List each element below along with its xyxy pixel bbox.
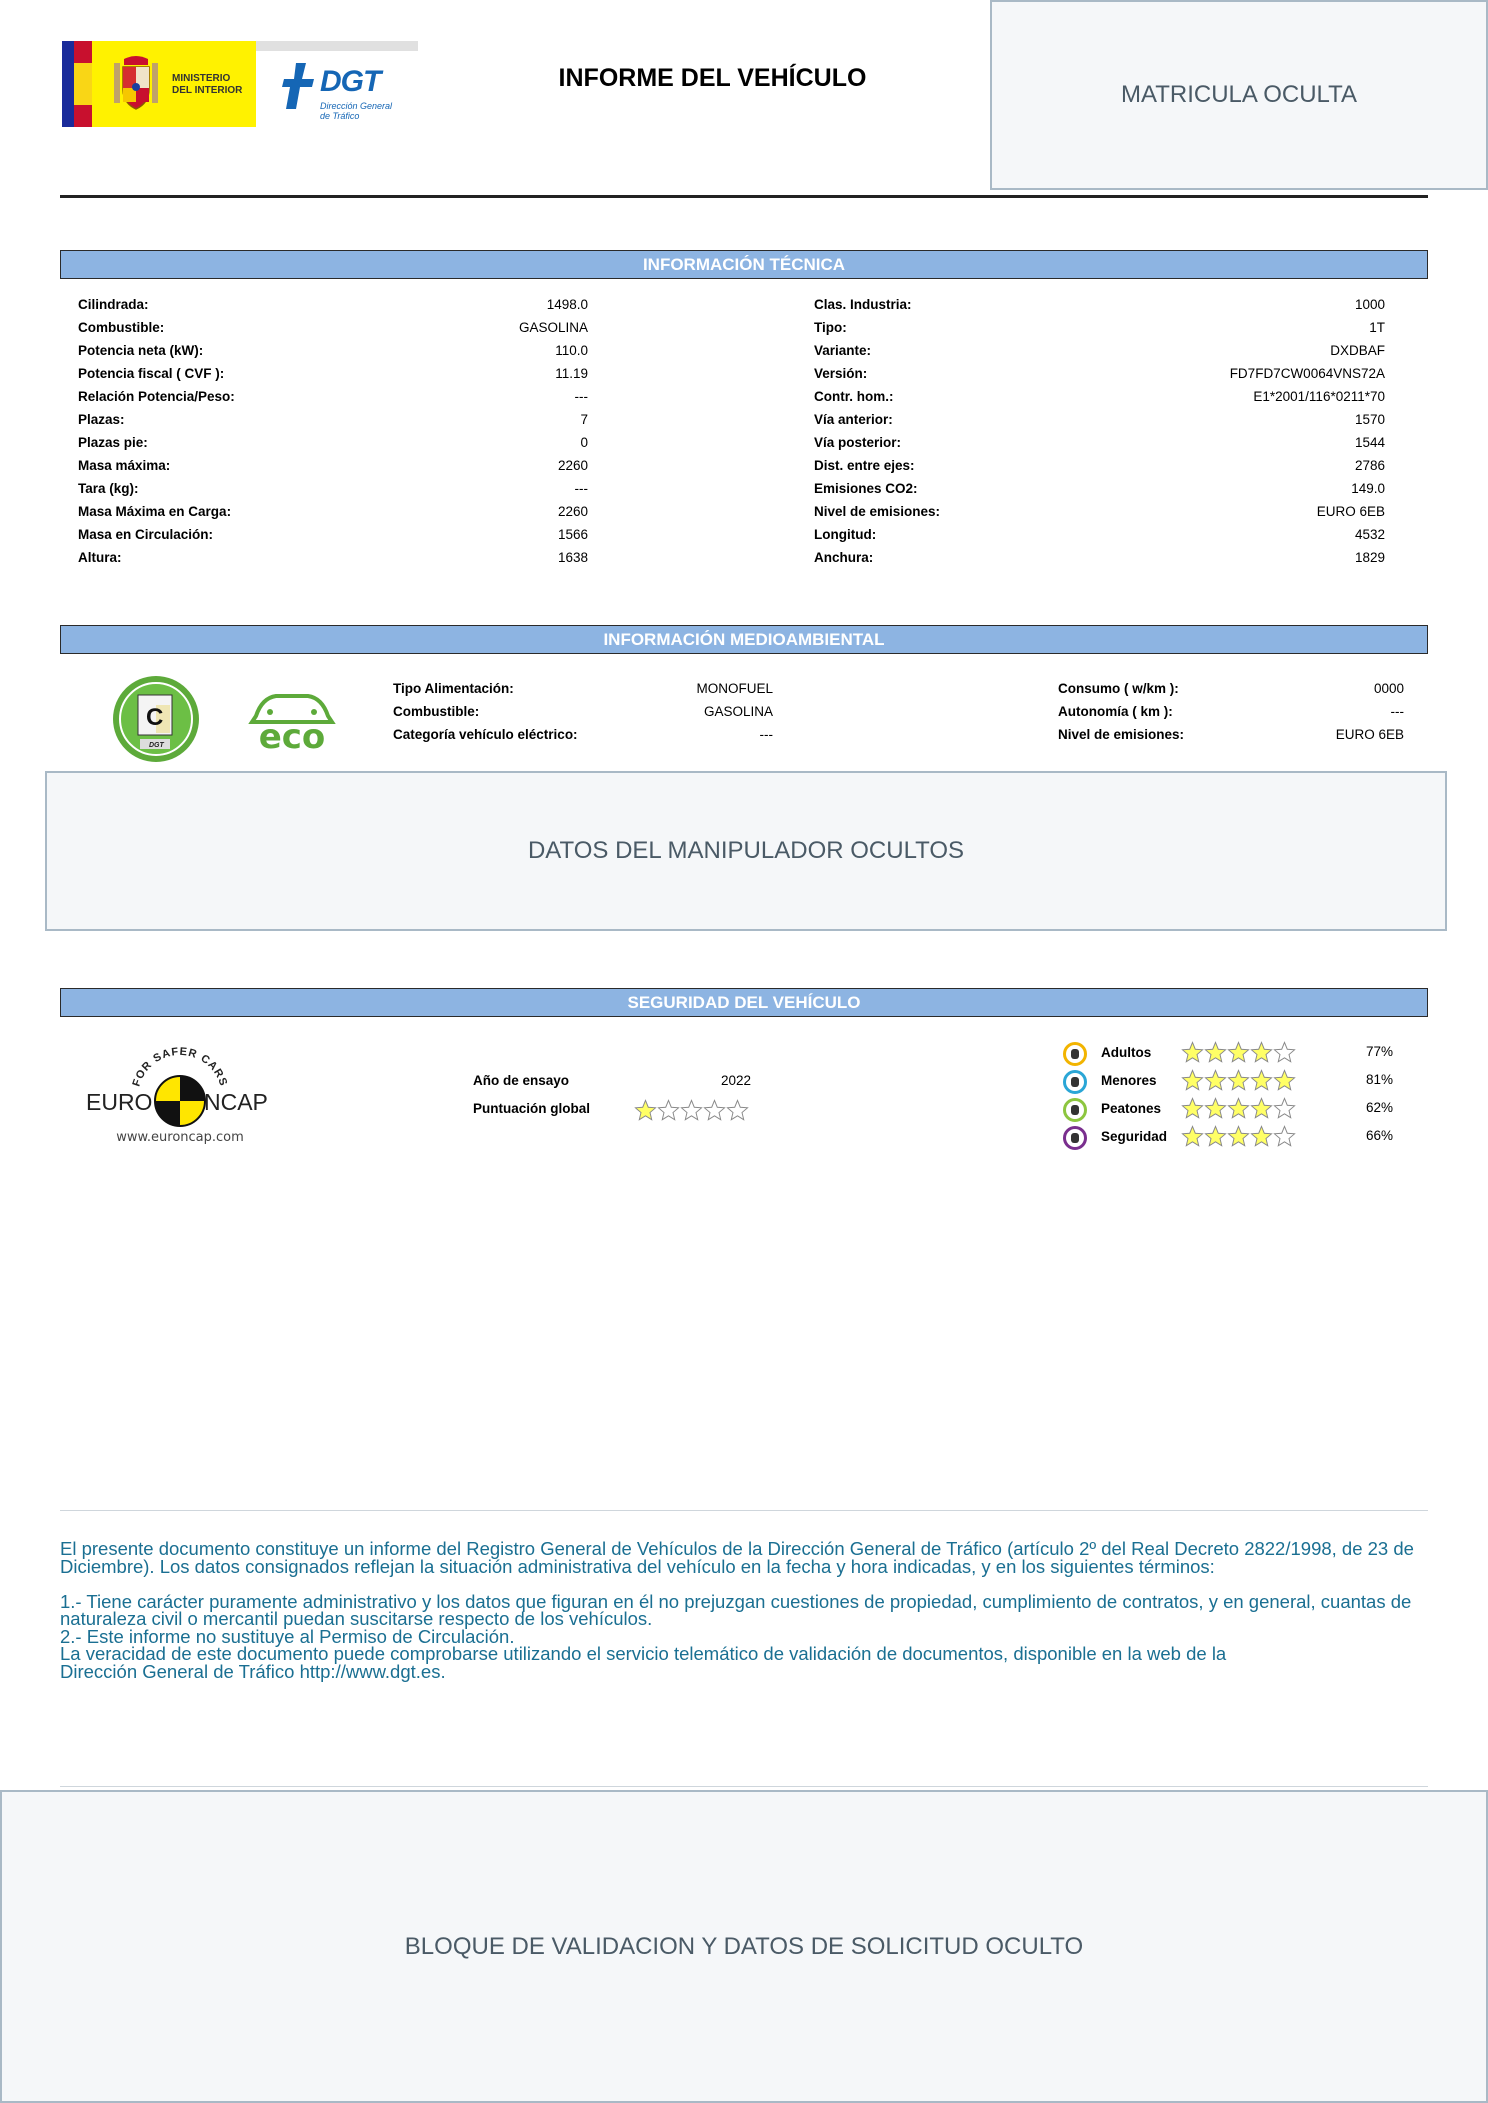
plate-hidden-box: MATRICULA OCULTA <box>990 0 1488 190</box>
star-filled-icon <box>1273 1069 1296 1092</box>
tech-right-value: E1*2001/116*0211*70 <box>1253 389 1385 404</box>
tech-right-label: Contr. hom.: <box>814 389 894 404</box>
rating-category-icon <box>1063 1042 1087 1066</box>
star-filled-icon <box>1227 1069 1250 1092</box>
tech-left-value: 1498.0 <box>546 297 588 312</box>
env-left-row <box>393 679 773 699</box>
star-empty-icon <box>726 1099 749 1122</box>
star-empty-icon <box>657 1099 680 1122</box>
star-filled-icon <box>1227 1041 1250 1064</box>
star-filled-icon <box>1227 1125 1250 1148</box>
env-right-row <box>1058 725 1404 745</box>
tech-right-row <box>814 479 1385 499</box>
tech-right-value: EURO 6EB <box>1316 504 1385 519</box>
tech-left-label: Altura: <box>78 550 122 565</box>
dgt-logo <box>256 41 418 127</box>
env-left-row <box>393 725 773 745</box>
tech-left-row <box>78 387 588 407</box>
global-score-label: Puntuación global <box>473 1101 590 1116</box>
tech-left-row <box>78 479 588 499</box>
env-label-mark: DGT <box>149 742 164 749</box>
tech-left-value: 7 <box>580 412 588 427</box>
tech-right-label: Versión: <box>814 366 868 381</box>
star-filled-icon <box>1204 1041 1227 1064</box>
tech-left-label: Plazas: <box>78 412 125 427</box>
dgt-word: DGT <box>320 65 381 98</box>
rating-row-seguridad <box>1063 1124 1393 1152</box>
star-empty-icon <box>680 1099 703 1122</box>
star-filled-icon <box>1181 1069 1204 1092</box>
tech-left-value: --- <box>574 481 588 496</box>
star-filled-icon <box>1181 1041 1204 1064</box>
eco-car-icon <box>236 676 348 756</box>
tech-right-value: 4532 <box>1354 527 1385 542</box>
legal-paragraph-3: 2.- Este informe no sustituye al Permiso de Circulación. <box>60 1625 515 1647</box>
euroncap-logo <box>80 1045 280 1145</box>
star-filled-icon <box>1250 1125 1273 1148</box>
legal-paragraph-5: Dirección General de Tráfico http://www.dgt.es. <box>60 1660 446 1682</box>
legal-top-divider <box>60 1510 1428 1511</box>
ncap-euro-text: EURO <box>86 1089 153 1115</box>
tech-left-row <box>78 410 588 430</box>
legal-notice <box>60 1540 1430 1680</box>
tech-right-row <box>814 525 1385 545</box>
tech-right-row <box>814 387 1385 407</box>
tech-left-label: Plazas pie: <box>78 435 148 450</box>
star-filled-icon <box>1227 1097 1250 1120</box>
test-year-value: 2022 <box>720 1073 751 1088</box>
page-title: INFORME DEL VEHÍCULO <box>558 64 867 92</box>
tech-left-row <box>78 341 588 361</box>
tech-right-value: 149.0 <box>1351 481 1385 496</box>
tech-left-value: 0 <box>580 435 588 450</box>
tech-left-value: 110.0 <box>555 343 588 358</box>
env-right-label: Consumo ( w/km ): <box>1058 681 1179 696</box>
tech-right-label: Emisiones CO2: <box>814 481 918 496</box>
star-filled-icon <box>1204 1125 1227 1148</box>
tech-left-label: Cilindrada: <box>78 297 149 312</box>
tech-right-label: Variante: <box>814 343 872 358</box>
global-score-stars <box>634 1099 749 1125</box>
tech-left-row <box>78 548 588 568</box>
tech-left-label: Potencia neta (kW): <box>78 343 204 358</box>
env-right-row <box>1058 702 1404 722</box>
ministry-text: MINISTERIO DEL INTERIOR <box>172 73 243 96</box>
tech-left-value: GASOLINA <box>518 320 588 335</box>
env-right-label: Nivel de emisiones: <box>1058 727 1185 742</box>
tech-left-value: --- <box>574 389 588 404</box>
tech-right-row <box>814 433 1385 453</box>
tech-right-label: Vía anterior: <box>814 412 893 427</box>
tech-right-row <box>814 364 1385 384</box>
tech-right-row <box>814 502 1385 522</box>
rating-stars <box>1181 1041 1296 1067</box>
rating-category-icon <box>1063 1098 1087 1122</box>
section-env-title: INFORMACIÓN MEDIOAMBIENTAL <box>60 625 1428 654</box>
section-tech-title: INFORMACIÓN TÉCNICA <box>60 250 1428 279</box>
tech-left-label: Masa Máxima en Carga: <box>78 504 232 519</box>
star-empty-icon <box>1273 1125 1296 1148</box>
ncap-arc-text: FOR SAFER CARS <box>130 1045 230 1089</box>
tech-right-label: Longitud: <box>814 527 877 542</box>
env-left-label: Combustible: <box>393 704 480 719</box>
tech-right-row <box>814 341 1385 361</box>
star-filled-icon <box>1250 1097 1273 1120</box>
eco-word: eco <box>258 717 326 756</box>
dgt-cross-icon <box>280 61 318 111</box>
rating-label: Peatones <box>1101 1101 1162 1116</box>
rating-percent: 77% <box>1365 1044 1393 1059</box>
star-filled-icon <box>1204 1069 1227 1092</box>
dgt-sub: Dirección General de Tráfico <box>320 101 393 121</box>
tech-right-row <box>814 295 1385 315</box>
rating-row-adultos <box>1063 1040 1393 1068</box>
tech-right-value: 1T <box>1369 320 1385 335</box>
coat-of-arms-icon <box>112 55 160 113</box>
env-label-letter: C <box>146 704 164 731</box>
tech-left-row <box>78 318 588 338</box>
tech-left-label: Combustible: <box>78 320 165 335</box>
tech-left-value: 2260 <box>557 504 588 519</box>
tech-left-value: 1638 <box>557 550 588 565</box>
tech-left-row <box>78 456 588 476</box>
env-right-value: --- <box>1390 704 1404 719</box>
tech-right-row <box>814 456 1385 476</box>
test-year-label: Año de ensayo <box>473 1073 570 1088</box>
env-left-value: GASOLINA <box>703 704 773 719</box>
tech-right-label: Clas. Industria: <box>814 297 912 312</box>
legal-paragraph-2: 1.- Tiene carácter puramente administrativo y los datos que figuran en él no prejuzgan cuestiones de propiedad, cumplimiento de contratos, y en general, cuantas de naturaleza civil o mercantil puedan suscitarse respecto de los vehículos. <box>60 1590 1412 1629</box>
rating-label: Seguridad <box>1101 1129 1168 1144</box>
rating-label: Adultos <box>1101 1045 1152 1060</box>
tech-right-label: Dist. entre ejes: <box>814 458 915 473</box>
header-divider <box>60 195 1428 198</box>
rating-category-icon <box>1063 1070 1087 1094</box>
tech-left-label: Tara (kg): <box>78 481 139 496</box>
tech-left-row <box>78 502 588 522</box>
tech-right-value: 1544 <box>1354 435 1385 450</box>
manipulator-hidden-box: DATOS DEL MANIPULADOR OCULTOS <box>45 771 1447 931</box>
tech-left-value: 2260 <box>557 458 588 473</box>
ncap-ncap-text: NCAP <box>204 1089 268 1115</box>
tech-right-row <box>814 548 1385 568</box>
tech-right-row <box>814 318 1385 338</box>
env-left-value: --- <box>759 727 773 742</box>
star-filled-icon <box>1204 1097 1227 1120</box>
rating-percent: 62% <box>1365 1100 1393 1115</box>
env-left-value: MONOFUEL <box>696 681 773 696</box>
star-filled-icon <box>1250 1069 1273 1092</box>
legal-paragraph-4: La veracidad de este documento puede comprobarse utilizando el servicio telemático de validación de documentos, disponible en la web de la <box>60 1643 1227 1664</box>
env-right-row <box>1058 679 1404 699</box>
env-left-row <box>393 702 773 722</box>
tech-right-label: Nivel de emisiones: <box>814 504 941 519</box>
tech-left-label: Masa en Circulación: <box>78 527 214 542</box>
env-left-label: Categoría vehículo eléctrico: <box>393 727 578 742</box>
star-filled-icon <box>1181 1125 1204 1148</box>
tech-right-label: Vía posterior: <box>814 435 902 450</box>
star-filled-icon <box>1181 1097 1204 1120</box>
tech-right-value: FD7FD7CW0064VNS72A <box>1229 366 1385 381</box>
rating-row-menores <box>1063 1068 1393 1096</box>
tech-right-value: 1570 <box>1354 412 1385 427</box>
tech-left-row <box>78 364 588 384</box>
environmental-label-c-icon <box>112 675 200 763</box>
tech-left-label: Relación Potencia/Peso: <box>78 389 235 404</box>
ministerio-interior-logo <box>62 41 256 127</box>
tech-left-row <box>78 525 588 545</box>
rating-category-icon <box>1063 1126 1087 1150</box>
rating-stars <box>1181 1069 1296 1095</box>
star-empty-icon <box>1273 1097 1296 1120</box>
env-right-value: 0000 <box>1373 681 1404 696</box>
tech-right-value: 1000 <box>1354 297 1385 312</box>
tech-right-value: 1829 <box>1354 550 1385 565</box>
rating-percent: 81% <box>1365 1072 1393 1087</box>
env-right-label: Autonomía ( km ): <box>1058 704 1173 719</box>
star-filled-icon <box>1250 1041 1273 1064</box>
tech-right-label: Tipo: <box>814 320 847 335</box>
test-year-row <box>473 1071 751 1091</box>
ncap-url-text: www.euroncap.com <box>116 1130 244 1145</box>
rating-row-peatones <box>1063 1096 1393 1124</box>
rating-stars <box>1181 1097 1296 1123</box>
env-right-value: EURO 6EB <box>1335 727 1404 742</box>
star-empty-icon <box>703 1099 726 1122</box>
rating-percent: 66% <box>1365 1128 1393 1143</box>
legal-bottom-divider <box>60 1786 1428 1787</box>
tech-left-row <box>78 433 588 453</box>
tech-left-value: 1566 <box>557 527 588 542</box>
tech-right-value: 2786 <box>1354 458 1385 473</box>
rating-stars <box>1181 1125 1296 1151</box>
tech-right-row <box>814 410 1385 430</box>
section-safety-title: SEGURIDAD DEL VEHÍCULO <box>60 988 1428 1017</box>
tech-left-label: Potencia fiscal ( CVF ): <box>78 366 225 381</box>
legal-paragraph-1: El presente documento constituye un informe del Registro General de Vehículos de la Dirección General de Tráfico (artículo 2º del Real Decreto 2822/1998, de 23 de Diciembre). Los datos consignados reflejan la situación administrativa del vehículo en la fecha y hora indicadas, y en los siguientes términos: <box>60 1538 1414 1577</box>
rating-label: Menores <box>1101 1073 1157 1088</box>
star-filled-icon <box>634 1099 657 1122</box>
validation-hidden-box: BLOQUE DE VALIDACION Y DATOS DE SOLICITUD OCULTO <box>0 1790 1488 2103</box>
tech-left-row <box>78 295 588 315</box>
tech-right-label: Anchura: <box>814 550 874 565</box>
env-left-label: Tipo Alimentación: <box>393 681 514 696</box>
tech-left-label: Masa máxima: <box>78 458 171 473</box>
tech-right-value: DXDBAF <box>1330 343 1385 358</box>
tech-left-value: 11.19 <box>555 366 588 381</box>
star-empty-icon <box>1273 1041 1296 1064</box>
